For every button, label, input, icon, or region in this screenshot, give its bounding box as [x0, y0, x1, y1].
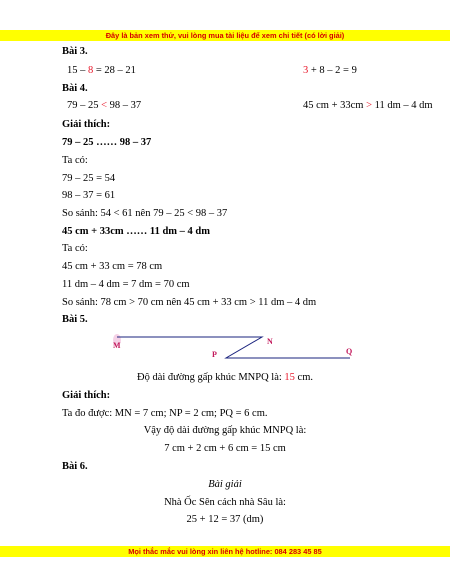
bai4-part2-line: 45 cm + 33 cm = 78 cm	[62, 261, 163, 272]
bai4-explain-heading: Giải thích:	[62, 119, 111, 130]
bai4-right-sign: >	[366, 100, 372, 111]
bai3-right-part-b: + 8 – 2 = 9	[308, 65, 357, 76]
bai4-heading: Bài 4.	[62, 83, 88, 94]
point-p-label: P	[212, 350, 217, 359]
bai6-line2: 25 + 12 = 37 (dm)	[186, 514, 264, 525]
bai4-part1-line: So sánh: 54 < 61 nên 79 – 25 < 98 – 37	[62, 208, 228, 219]
bai4-part1-line: 79 – 25 = 54	[62, 173, 116, 184]
bai5-conclude: Vậy độ dài đường gấp khúc MNPQ là:	[143, 425, 307, 436]
polyline-mnpq	[117, 337, 353, 358]
bai4-part1-line: 98 – 37 = 61	[62, 190, 116, 201]
bai5-explain-heading: Giải thích:	[62, 390, 111, 401]
bai4-part2-line: 11 dm – 4 dm = 7 dm = 70 cm	[62, 279, 190, 290]
bai4-left-part-a: 79 – 25	[67, 100, 102, 111]
bai4-left-sign: <	[101, 100, 108, 111]
bai3-right-answer: 3	[303, 65, 309, 76]
hotline-banner: Mọi thắc mắc vui lòng xin liên hệ hotline: 084 283 45 85	[0, 546, 450, 557]
bai4-right-part-a: 45 cm + 33cm	[303, 100, 367, 111]
bai6-heading: Bài 6.	[62, 461, 88, 472]
bai4-part2-title: 45 cm + 33cm …… 11 dm – 4 dm	[62, 226, 211, 237]
bai3-left-part-b: = 28 – 21	[93, 65, 136, 76]
bai5-heading: Bài 5.	[62, 314, 88, 325]
bai5-answer-suffix: cm.	[294, 372, 313, 383]
bai4-part1-line: Ta có:	[62, 155, 88, 166]
point-q-label: Q	[346, 347, 353, 356]
bai5-calc: 7 cm + 2 cm + 6 cm = 15 cm	[164, 443, 286, 454]
bai5-answer	[0, 372, 450, 384]
bai5-answer-value: 15	[284, 372, 295, 383]
bai3-left-part-a: 15 –	[67, 65, 88, 76]
bai4-left-part-b: 98 – 37	[107, 100, 142, 111]
point-n-label: N	[267, 337, 273, 346]
bai4-part1-title: 79 – 25 …… 98 – 37	[62, 137, 152, 148]
bai6-solution-title: Bài giải	[208, 479, 242, 490]
bai3-heading: Bài 3.	[62, 46, 88, 57]
preview-banner: Đây là bản xem thử, vui lòng mua tài liệu để xem chi tiết (có lời giải)	[0, 30, 450, 41]
bai6-line1: Nhà Ốc Sên cách nhà Sâu là:	[164, 497, 286, 508]
point-m-label: M	[113, 341, 121, 350]
bai5-measure: Ta đo được: MN = 7 cm; NP = 2 cm; PQ = 6 cm.	[62, 408, 268, 419]
bai4-part2-line: So sánh: 78 cm > 70 cm nên 45 cm + 33 cm > 11 dm – 4 dm	[62, 297, 317, 308]
bai4-right-part-b: 11 dm – 4 dm	[372, 100, 433, 111]
bai3-left-answer: 8	[88, 65, 94, 76]
bai5-answer-prefix: Độ dài đường gấp khúc MNPQ là:	[136, 372, 285, 383]
bai4-part2-line: Ta có:	[62, 243, 88, 254]
